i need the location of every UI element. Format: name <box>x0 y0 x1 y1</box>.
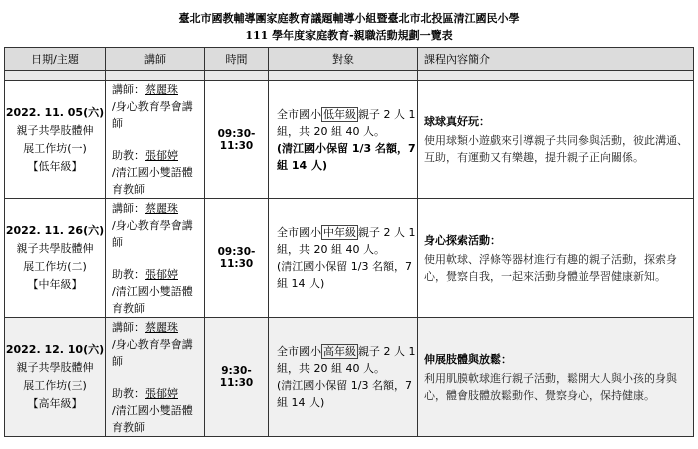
theme-line: 展工作坊(一) <box>23 141 87 155</box>
course-cell <box>418 81 694 199</box>
assistant-label: 助教： <box>112 267 145 281</box>
header-row <box>5 48 694 71</box>
session-date: 2022. 11. 26(六) <box>5 224 105 237</box>
course-description: 心，覺察自我，一起來活動身體並學習健康新知。 <box>424 269 666 283</box>
target-note: 組 14 人) <box>277 277 325 290</box>
time-cell: 09:30-11:30 <box>205 81 269 199</box>
target-grade: 中年級 <box>323 226 356 239</box>
lecturer-org: 師 <box>112 354 123 368</box>
grade-label: 【高年級】 <box>27 397 83 410</box>
header-course: 課程內容簡介 <box>418 48 694 71</box>
target-scope: 全市國小 <box>277 345 321 358</box>
target-scope: 全市國小 <box>277 226 321 239</box>
target-cell <box>269 81 418 199</box>
target-count: 組，共 20 組 40 人。 <box>277 124 385 138</box>
session-date: 2022. 12. 10(六) <box>5 343 105 356</box>
instructor-cell <box>106 199 205 318</box>
assistant-org: 育教師 <box>112 183 145 196</box>
target-count: 組，共 20 組 40 人。 <box>277 362 385 375</box>
target-note: (清江國小保留 1/3 名額，7 <box>277 260 412 273</box>
course-title: 球球真好玩： <box>424 115 490 128</box>
target-note: 組 14 人) <box>277 396 325 409</box>
lecturer-org: /身心教育學會講 <box>112 100 193 113</box>
lecturer-label: 講師： <box>112 83 145 96</box>
theme-line: 親子共學肢體伸 <box>16 242 94 255</box>
course-description: 利用肌膜軟球進行親子活動，鬆開大人與小孩的身與 <box>424 371 677 385</box>
session-date: 2022. 11. 05(六) <box>5 105 105 119</box>
assistant-name: 張郁婷 <box>145 267 178 281</box>
schedule-table <box>4 47 694 437</box>
assistant-label: 助教： <box>112 386 145 400</box>
target-group: 親子 2 人 1 <box>358 226 416 239</box>
header-time: 時間 <box>205 48 269 71</box>
course-description: 使用軟球、浮條等器材進行有趣的親子活動，探索身 <box>424 252 677 266</box>
course-cell <box>418 318 694 437</box>
lecturer-label: 講師： <box>112 201 145 215</box>
grade-label: 【低年級】 <box>27 159 83 173</box>
header-target: 對象 <box>269 48 418 71</box>
assistant-org: /清江國小雙語體 <box>112 284 193 298</box>
theme-line: 親子共學肢體伸 <box>16 123 94 137</box>
target-grade: 高年級 <box>323 345 356 358</box>
theme-line: 展工作坊(二) <box>23 260 87 273</box>
lecturer-label: 講師： <box>112 320 145 334</box>
course-description: 互助，有運動又有樂趣，提升親子正向關係。 <box>424 151 644 164</box>
document-title: 臺北市國教輔導團家庭教育議題輔導小組暨臺北市北投區清江國民小學 <box>178 12 520 25</box>
table-row <box>5 199 694 318</box>
course-description: 使用球類小遊戲來引導親子共同參與活動，彼此溝通、 <box>424 134 688 147</box>
header-instructor: 講師 <box>106 48 205 71</box>
lecturer-org: /身心教育學會講 <box>112 337 193 351</box>
target-count: 組，共 20 組 40 人。 <box>277 243 385 256</box>
course-cell <box>418 199 694 318</box>
lecturer-org: 師 <box>112 235 123 249</box>
grade-label: 【中年級】 <box>27 278 83 291</box>
spacer-row <box>5 71 694 81</box>
assistant-org: 育教師 <box>112 301 145 315</box>
target-cell <box>269 199 418 318</box>
course-title: 伸展肢體與放鬆： <box>424 352 512 366</box>
assistant-name: 張郁婷 <box>145 386 178 400</box>
assistant-label: 助教： <box>112 149 145 162</box>
instructor-cell <box>106 318 205 437</box>
theme-line: 展工作坊(三) <box>23 379 87 392</box>
time-cell: 9:30-11:30 <box>205 318 269 437</box>
course-description: 心，體會肢體放鬆動作、覺察身心，保持健康。 <box>424 388 655 402</box>
lecturer-name: 蔡麗珠 <box>145 201 178 215</box>
instructor-cell <box>106 81 205 199</box>
target-group: 親子 2 人 1 <box>358 107 416 121</box>
assistant-name: 張郁婷 <box>145 149 178 162</box>
lecturer-org: 師 <box>112 117 123 130</box>
target-cell <box>269 318 418 437</box>
target-scope: 全市國小 <box>277 107 321 121</box>
lecturer-name: 蔡麗珠 <box>145 320 178 334</box>
target-group: 親子 2 人 1 <box>358 345 416 358</box>
table-row <box>5 81 694 199</box>
date-cell <box>5 81 106 199</box>
header-date: 日期/主題 <box>5 48 106 71</box>
target-note: (清江國小保留 1/3 名額，7 <box>277 141 416 155</box>
document-subtitle: 111 學年度家庭教育-親職活動規劃一覽表 <box>245 29 453 42</box>
target-note: 組 14 人) <box>277 158 327 172</box>
assistant-org: /清江國小雙語體 <box>112 166 193 179</box>
assistant-org: /清江國小雙語體 <box>112 403 193 417</box>
course-title: 身心探索活動： <box>424 233 501 247</box>
time-cell: 09:30-11:30 <box>205 199 269 318</box>
theme-line: 親子共學肢體伸 <box>16 361 94 374</box>
target-note: (清江國小保留 1/3 名額，7 <box>277 379 412 392</box>
table-row <box>5 318 694 437</box>
lecturer-org: /身心教育學會講 <box>112 218 193 232</box>
assistant-org: 育教師 <box>112 420 145 434</box>
target-grade: 低年級 <box>323 107 356 121</box>
lecturer-name: 蔡麗珠 <box>145 83 178 96</box>
date-cell <box>5 199 106 318</box>
date-cell <box>5 318 106 437</box>
